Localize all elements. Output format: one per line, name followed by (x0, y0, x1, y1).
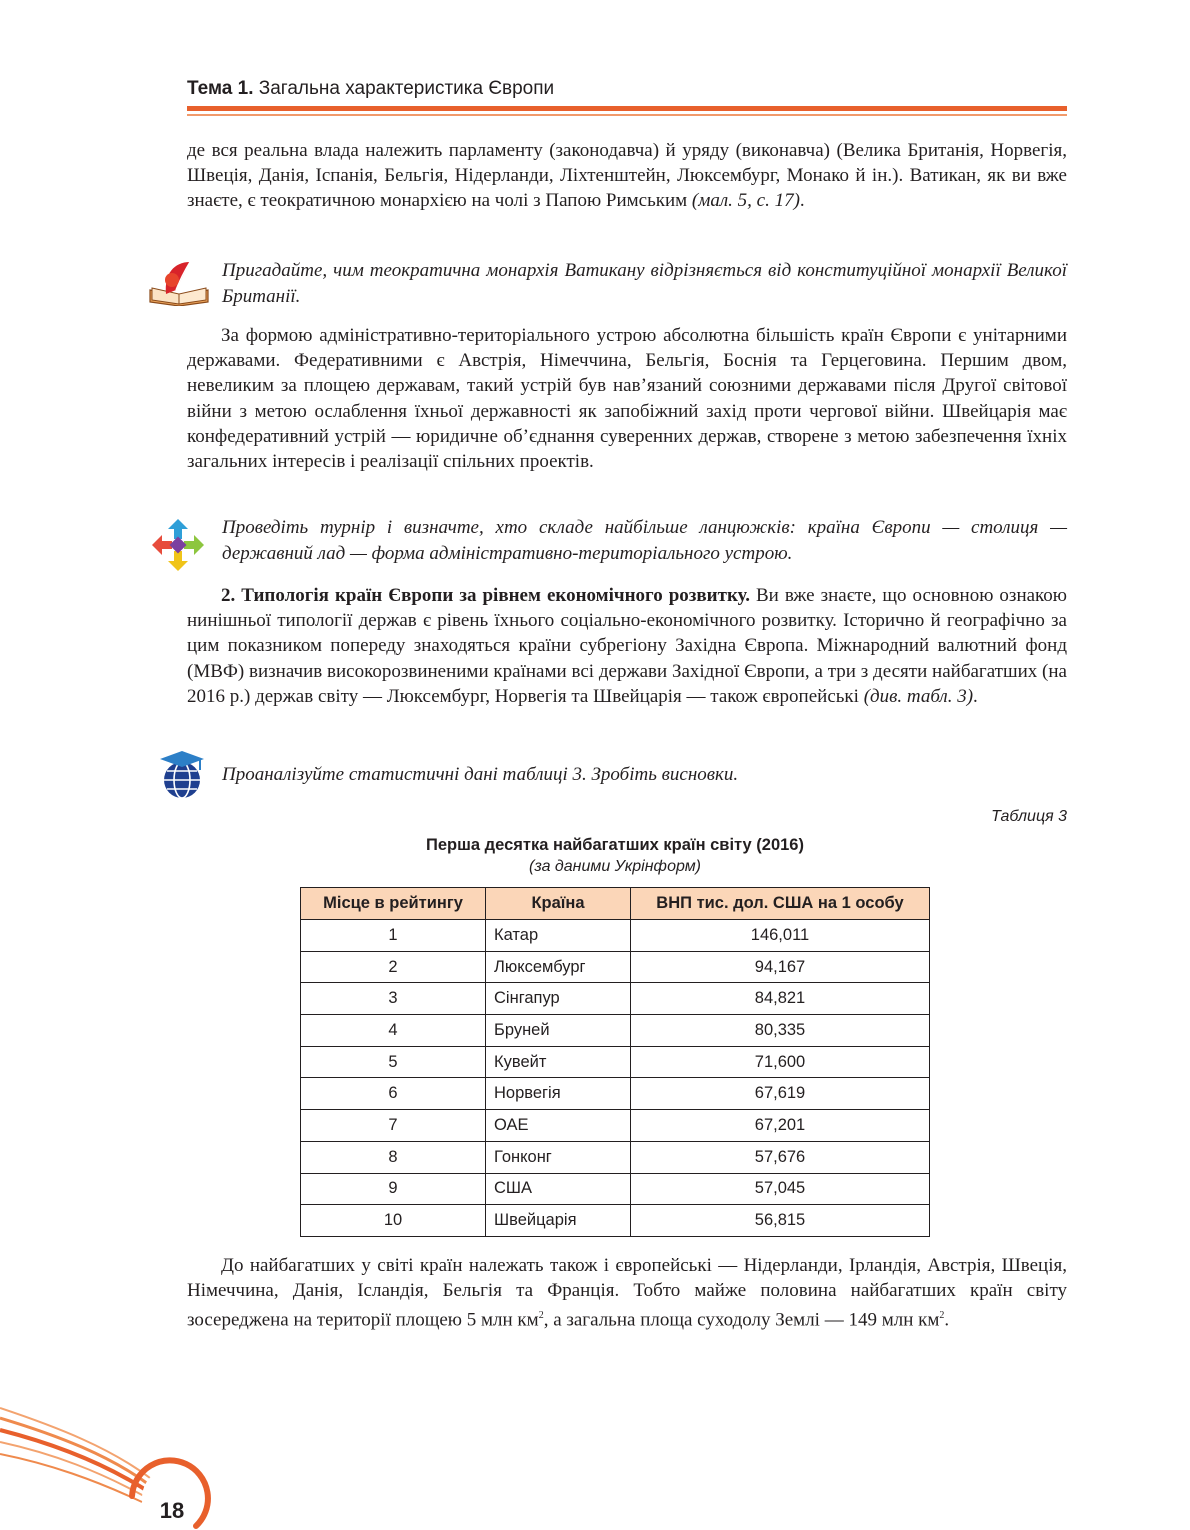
arrows-puzzle-icon (150, 517, 206, 573)
cell-rank: 7 (301, 1110, 486, 1142)
figure-reference: (мал. 5, с. 17) (691, 190, 800, 212)
header-rank: Місце в рейтингу (301, 888, 486, 920)
cell-country: Катар (486, 920, 631, 952)
cell-country: США (486, 1173, 631, 1205)
paragraph-conclusion: До найбагатших у світі країн належать також і європейські — Нідерланди, Ірландія, Австрія, Швеція, Німеччина, Данія, Ісландія, Бельгія та Франція. Тобто майже половина найбагатших країн світу зосереджена на території площею 5 млн $км^2$, а загальна площа суходолу Землі — 149 млн $км^2$. (187, 1255, 1067, 1331)
table-reference: (див. табл. 3) (863, 685, 974, 707)
cell-country: Швейцарія (486, 1205, 631, 1237)
table-row (301, 1205, 930, 1237)
table-row (301, 1015, 930, 1047)
book-quill-icon (146, 260, 212, 306)
cell-gnp: 94,167 (631, 951, 930, 983)
task-tournament: Проведіть турнір і визначте, хто складе найбільше ланцюжків: країна Європи — столиця — державний лад — форма адміністративно-територіального устрою. (222, 517, 1067, 564)
table-row (301, 1078, 930, 1110)
cell-gnp: 56,815 (631, 1205, 930, 1237)
table-row (301, 951, 930, 983)
cell-country: Люксембург (486, 951, 631, 983)
header-gnp: ВНП тис. дол. США на 1 особу (631, 888, 930, 920)
topic-title: Загальна характеристика Європи (258, 78, 555, 99)
paragraph-structure: За формою адміністративно-територіального устрою абсолютна більшість країн Європи є унітарними державами. Федеративними є Австрія, Німеччина, Бельгія, Боснія та Герцеговина. Першим двом, невеликим за площею державам, такий устрій був нав’язаний союзними державами після Другої світової війни з метою ослаблення їхньої державності як запобіжний захід проти чергової війни. Швейцарія має конфедеративний устрій — юридичне об’єднання суверенних держав, створене з метою забезпечення їхніх загальних інтересів і реалізації спільних проектів. (187, 325, 1067, 473)
cell-rank: 3 (301, 983, 486, 1015)
cell-gnp: 146,011 (631, 920, 930, 952)
table-row (301, 1141, 930, 1173)
cell-country: ОАЕ (486, 1110, 631, 1142)
paragraph-text: де вся реальна влада належить парламенту (законодавча) й уряду (виконавча) (Велика Британія, Норвегія, Швеція, Данія, Іспанія, Бельгія, Нідерланди, Ліхтенштейн, Люксембург, Монако й ін.). Ватикан, як ви вже знаєте, є теократичною монархією на чолі з Папою Римським (187, 140, 1067, 212)
cell-rank: 8 (301, 1141, 486, 1173)
table-row (301, 1046, 930, 1078)
cell-gnp: 57,045 (631, 1173, 930, 1205)
cell-country: Сінгапур (486, 983, 631, 1015)
paragraph-text: Ви вже знаєте, що основною ознакою нинішньої типології держав є рівень їхнього соціально-економічного розвитку. Історично й географічно за цим показником попереду знаходяться країни субрегіону Західна Європа. Міжнародний валютний фонд (МВФ) визначив високорозвиненими країнами всі держави Західної Європи, а три з десяти найбагатших (на 2016 р.) держав світу — Люксембург, Норвегія та Швейцарія — також європейські (187, 585, 1067, 707)
table-row (301, 983, 930, 1015)
cell-country: Норвегія (486, 1078, 631, 1110)
cell-rank: 9 (301, 1173, 486, 1205)
cell-gnp: 67,619 (631, 1078, 930, 1110)
cell-rank: 10 (301, 1205, 486, 1237)
topic-number: Тема 1. (187, 78, 254, 99)
cell-gnp: 84,821 (631, 983, 930, 1015)
cell-rank: 2 (301, 951, 486, 983)
table-row (301, 1173, 930, 1205)
cell-rank: 4 (301, 1015, 486, 1047)
header-country: Країна (486, 888, 631, 920)
header-rule-thin (187, 114, 1067, 116)
header-rule (187, 106, 1067, 111)
table-title: Перша десятка найбагатших країн світу (2016) (426, 836, 804, 854)
cell-rank: 1 (301, 920, 486, 952)
task-analyze: Проаналізуйте статистичні дані таблиці 3. Зробіть висновки. (222, 764, 739, 785)
cell-rank: 6 (301, 1078, 486, 1110)
cell-rank: 5 (301, 1046, 486, 1078)
cell-gnp: 80,335 (631, 1015, 930, 1047)
paragraph-monarchy: де вся реальна влада належить парламенту (законодавча) й уряду (виконавча) (Велика Британія, Норвегія, Швеція, Данія, Іспанія, Бельгія, Нідерланди, Ліхтенштейн, Люксембург, Монако й ін.). Ватикан, як ви вже знаєте, є теократичною монархією на чолі з Папою Римським (мал. 5, с. 17). (187, 140, 1067, 212)
cell-country: Кувейт (486, 1046, 631, 1078)
page-number: 18 (159, 1498, 185, 1523)
cell-gnp: 71,600 (631, 1046, 930, 1078)
cell-gnp: 67,201 (631, 1110, 930, 1142)
cell-gnp: 57,676 (631, 1141, 930, 1173)
section-heading: 2. Типологія країн Європи за рівнем економічного розвитку. (221, 585, 750, 606)
table-header-row (301, 888, 930, 920)
page-header (187, 78, 1067, 100)
globe-graduation-cap-icon (158, 750, 206, 800)
cell-country: Бруней (486, 1015, 631, 1047)
table-subtitle: (за даними Укрінформ) (528, 858, 701, 875)
rich-countries-table (300, 887, 930, 1237)
paragraph-typology: 2. Типологія країн Європи за рівнем економічного розвитку. Ви вже знаєте, що основною ознакою нинішньої типології держав є рівень їхнього соціально-економічного розвитку. Історично й географічно за цим показником попереду знаходяться країни субрегіону Західна Європа. Міжнародний валютний фонд (МВФ) визначив високорозвиненими країнами всі держави Західної Європи, а три з десяти найбагатших (на 2016 р.) держав світу — Люксембург, Норвегія та Швейцарія — також європейські (див. табл. 3). (187, 585, 1067, 707)
cell-country: Гонконг (486, 1141, 631, 1173)
table-row (301, 1110, 930, 1142)
table-row (301, 920, 930, 952)
task-recall: Пригадайте, чим теократична монархія Ватикану відрізняється від конституційної монархії Великої Британії. (222, 260, 1067, 307)
table-caption: Таблиця 3 (991, 808, 1067, 825)
